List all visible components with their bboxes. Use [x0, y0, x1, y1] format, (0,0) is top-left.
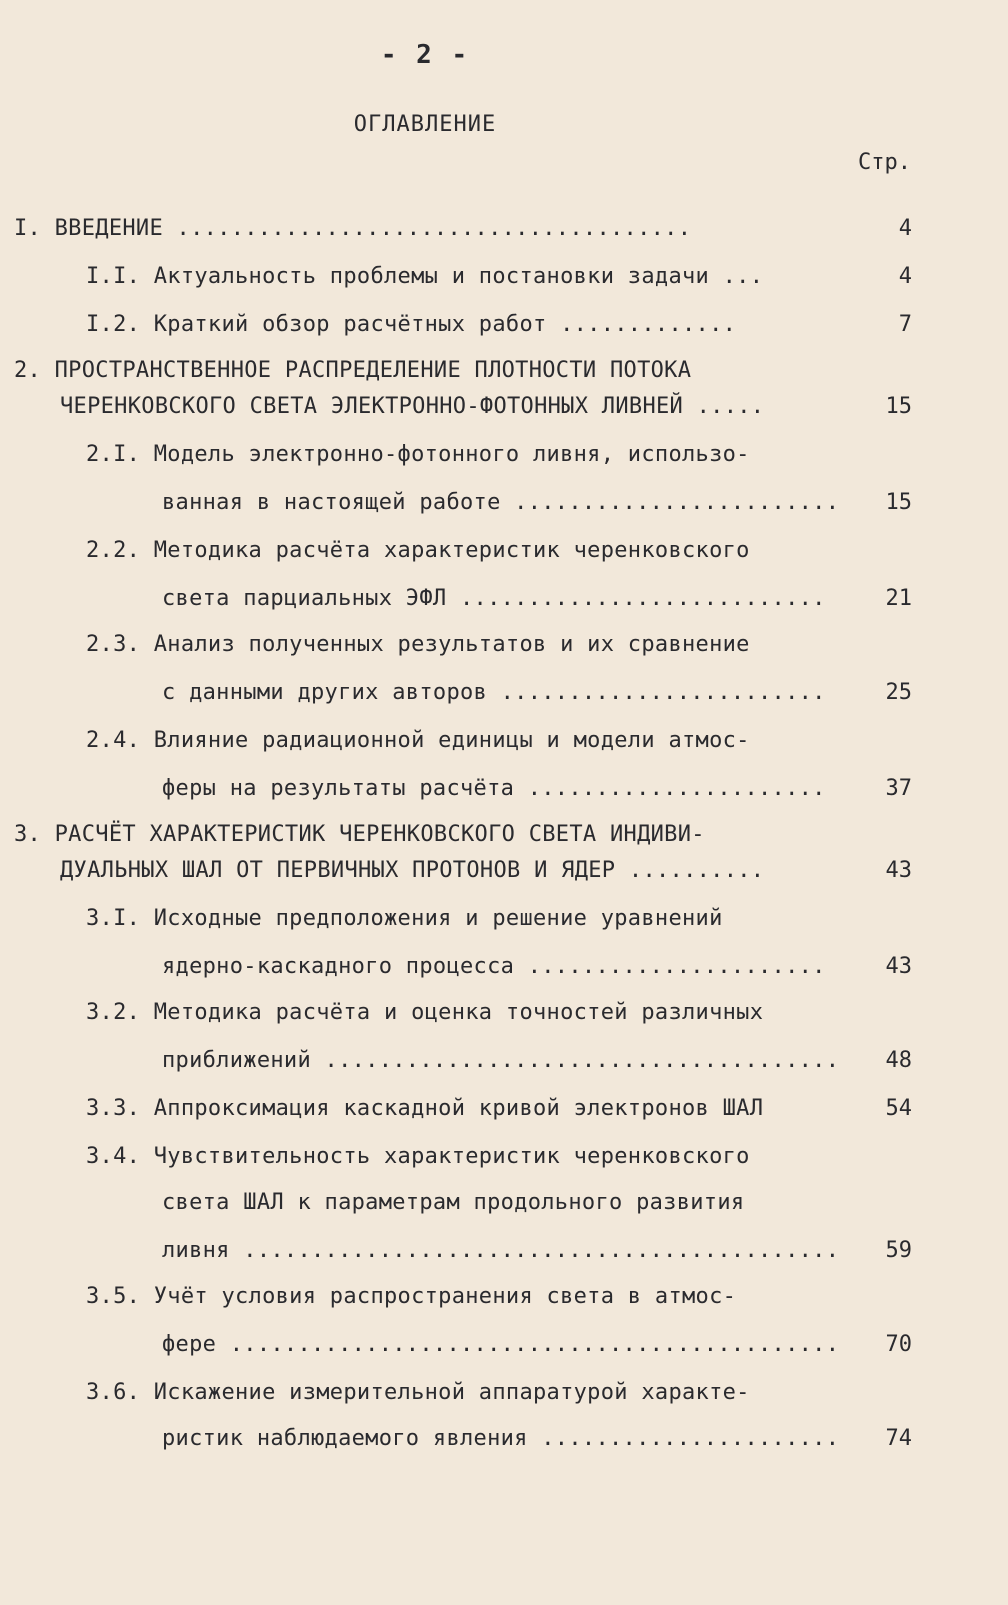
toc-entry-line: 3.4. Чувствительность характеристик черенковского — [86, 1144, 750, 1169]
toc-entry-line: 3.5. Учёт условия распространения света в атмос- — [86, 1284, 737, 1309]
toc-page-number: 59 — [885, 1238, 912, 1263]
toc-page-number: 4 — [898, 264, 912, 289]
toc-entry-line: 3.3. Аппроксимация каскадной кривой электронов ШАЛ — [86, 1096, 764, 1121]
toc-entry-line: ДУАЛЬНЫХ ШАЛ ОТ ПЕРВИЧНЫХ ПРОТОНОВ И ЯДЕР .......... — [60, 858, 765, 883]
toc-entry-line: феры на результаты расчёта ...................... — [162, 776, 826, 801]
toc-entry-line: 2.4. Влияние радиационной единицы и модели атмос- — [86, 728, 750, 753]
toc-page-number: 70 — [885, 1332, 912, 1357]
toc-entry-line: 2.I. Модель электронно-фотонного ливня, использо- — [86, 442, 750, 467]
toc-entry-line: с данными других авторов ........................ — [162, 680, 826, 705]
toc-page-number: 15 — [885, 394, 912, 419]
page-number: - 2 - — [380, 40, 470, 70]
toc-page-number: 48 — [885, 1048, 912, 1073]
toc-page-number: 54 — [885, 1096, 912, 1121]
toc-entry-line: 2. ПРОСТРАНСТВЕННОЕ РАСПРЕДЕЛЕНИЕ ПЛОТНОСТИ ПОТОКА — [14, 358, 692, 383]
toc-entry-line: 3.2. Методика расчёта и оценка точностей различных — [86, 1000, 764, 1025]
toc-entry-line: света ШАЛ к параметрам продольного развития — [162, 1190, 745, 1215]
toc-entry-line: ЧЕРЕНКОВСКОГО СВЕТА ЭЛЕКТРОННО-ФОТОННЫХ ЛИВНЕЙ ..... — [60, 394, 765, 419]
toc-entry-line: приближений ...................................... — [162, 1048, 840, 1073]
toc-entry-line: I. ВВЕДЕНИЕ ...................................... — [14, 216, 692, 241]
toc-entry-line: фере ............................................. — [162, 1332, 840, 1357]
toc-page-number: 21 — [885, 586, 912, 611]
toc-page-number: 37 — [885, 776, 912, 801]
toc-entry-line: ливня ............................................ — [162, 1238, 840, 1263]
toc-entry-line: 3. РАСЧЁТ ХАРАКТЕРИСТИК ЧЕРЕНКОВСКОГО СВЕТА ИНДИВИ- — [14, 822, 705, 847]
toc-entry-line: I.2. Краткий обзор расчётных работ ............. — [86, 312, 737, 337]
toc-entry-line: 3.6. Искажение измерительной аппаратурой характе- — [86, 1380, 750, 1405]
toc-entry-line: 2.2. Методика расчёта характеристик черенковского — [86, 538, 750, 563]
toc-page-number: 7 — [898, 312, 912, 337]
toc-entry-line: 3.I. Исходные предположения и решение уравнений — [86, 906, 723, 931]
toc-page-number: 25 — [885, 680, 912, 705]
toc-entry-line: 2.3. Анализ полученных результатов и их сравнение — [86, 632, 750, 657]
toc-entry-line: света парциальных ЭФЛ ........................... — [162, 586, 826, 611]
toc-title: ОГЛАВЛЕНИЕ — [353, 112, 497, 137]
toc-entry-line: ристик наблюдаемого явления ...................... — [162, 1426, 840, 1451]
toc-entry-line: ванная в настоящей работе ........................ — [162, 490, 840, 515]
toc-entry-line: ядерно-каскадного процесса ...................... — [162, 954, 826, 979]
toc-page-number: 43 — [885, 858, 912, 883]
pages-column-header: Стр. — [858, 150, 911, 175]
toc-page-number: 74 — [885, 1426, 912, 1451]
toc-page-number: 43 — [885, 954, 912, 979]
toc-entry-line: I.I. Актуальность проблемы и постановки задачи ... — [86, 264, 764, 289]
toc-page-number: 4 — [898, 216, 912, 241]
toc-page-number: 15 — [885, 490, 912, 515]
